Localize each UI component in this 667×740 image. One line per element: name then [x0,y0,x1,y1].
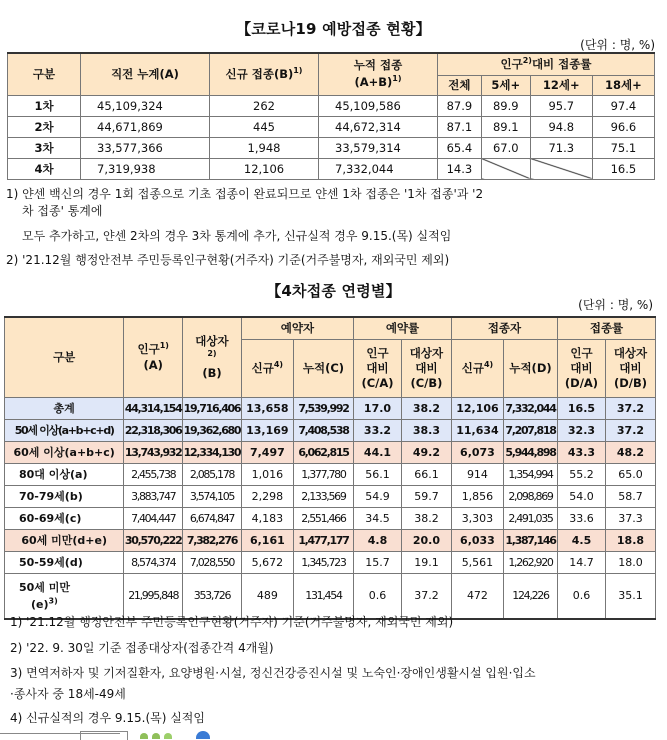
cell-18plus: 16.5 [592,158,654,179]
cell-rnew: 489 [241,573,293,619]
cell-pop: 13,743,932 [124,441,183,463]
row-label: 70-79세(b) [5,485,124,507]
col-ratio: 인구$^{2)}$대비 접종률 [438,53,655,75]
section1-note-2: 2) '21.12월 행정안전부 주민등록인구현황(거주자) 기준(거주불명자, 재외국민 제외) [6,253,450,267]
cell-vnew: 11,634 [451,419,503,441]
table-row [5,397,656,419]
row-label: 1차 [8,95,81,116]
cell-rcb: 19.1 [401,551,451,573]
cell-cum: 45,109,586 [319,95,438,116]
cell-rnew: 5,672 [241,551,293,573]
cell-rcum: 2,133,569 [293,485,353,507]
age-group-table [4,316,656,620]
cell-all: 14.3 [438,158,482,179]
cell-5plus: 89.9 [481,95,530,116]
cell-12plus: 95.7 [530,95,592,116]
col-vcum: 누적(D) [503,339,557,397]
cell-vda: 16.5 [558,397,606,419]
col-vacc: 접종자 [451,317,557,339]
cell-18plus: 96.6 [592,116,654,137]
cell-prev: 7,319,938 [81,158,210,179]
col-vdb: 대상자 대비 (D/B) [605,339,655,397]
cell-target: 12,334,130 [183,441,242,463]
table-row [8,95,655,116]
cell-rcum: 7,539,992 [293,397,353,419]
section1-note-1c: 모두 추가하고, 얀센 2차의 경우 3차 통계에 추가, 신규실적 경우 9.15.(목) 실적임 [22,229,452,243]
row-label: 50세 이상(a+b+c+d) [5,419,124,441]
col-target: 대상자 $^{2)}$ (B) [183,317,242,397]
cell-target: 6,674,847 [183,507,242,529]
cell-vdb: 48.2 [605,441,655,463]
cell-vda: 0.6 [558,573,606,619]
cell-target: 19,716,406 [183,397,242,419]
cell-5plus-empty [481,158,530,179]
cell-5plus: 67.0 [481,137,530,158]
cell-rnew: 13,658 [241,397,293,419]
bottom-edge-decoration [0,729,667,739]
cell-vcum: 1,354,994 [503,463,557,485]
col-vnew: 신규$^{4)}$ [451,339,503,397]
cell-vcum: 1,262,920 [503,551,557,573]
cell-pop: 44,314,154 [124,397,183,419]
cell-pop: 2,455,738 [124,463,183,485]
cell-rcum: 1,377,780 [293,463,353,485]
cell-vdb: 37.2 [605,419,655,441]
col-cum: 누적 접종 $(A+B)^{1)}$ [319,53,438,95]
cell-12plus: 71.3 [530,137,592,158]
cell-18plus: 75.1 [592,137,654,158]
col-reserve-rate: 예약률 [354,317,452,339]
cell-vnew: 12,106 [451,397,503,419]
row-label: 80대 이상(a) [5,463,124,485]
cell-vnew: 914 [451,463,503,485]
cell-rcum: 1,345,723 [293,551,353,573]
row-label: 60세 이상(a+b+c) [5,441,124,463]
col-18plus: 18세+ [592,75,654,95]
cell-rca: 15.7 [354,551,402,573]
cell-vcum: 7,207,818 [503,419,557,441]
cell-new: 262 [210,95,319,116]
cell-rcb: 38.2 [401,507,451,529]
cell-rca: 33.2 [354,419,402,441]
cell-vcum: 1,387,146 [503,529,557,551]
cell-all: 87.9 [438,95,482,116]
table-row [8,137,655,158]
cell-pop: 21,995,848 [124,573,183,619]
cell-rcb: 38.3 [401,419,451,441]
cell-vdb: 58.7 [605,485,655,507]
table-row [8,116,655,137]
cell-target: 2,085,178 [183,463,242,485]
table-row [5,463,656,485]
section1-note-1: 1) 얀센 백신의 경우 1회 접종으로 기초 접종이 완료되므로 얀센 1차 접종은 '1차 접종'과 '2 [6,187,484,201]
cell-vda: 54.0 [558,485,606,507]
cell-vcum: 5,944,898 [503,441,557,463]
cell-rca: 56.1 [354,463,402,485]
cell-vda: 55.2 [558,463,606,485]
col-vacc-rate: 접종률 [558,317,656,339]
cell-rcb: 66.1 [401,463,451,485]
cell-vnew: 3,303 [451,507,503,529]
cell-pop: 7,404,447 [124,507,183,529]
row-label: 총계 [5,397,124,419]
cell-vdb: 35.1 [605,573,655,619]
row-label: 50-59세(d) [5,551,124,573]
cell-12plus-empty [530,158,592,179]
cell-rnew: 1,016 [241,463,293,485]
table-row [5,441,656,463]
cell-target: 353,726 [183,573,242,619]
cell-vdb: 37.3 [605,507,655,529]
cell-target: 7,382,276 [183,529,242,551]
col-prev: 직전 누계(A) [81,53,210,95]
col-rcum: 누적(C) [293,339,353,397]
col-category: 구분 [8,53,81,95]
col-rca: 인구 대비 (C/A) [354,339,402,397]
cell-rca: 54.9 [354,485,402,507]
cell-rca: 34.5 [354,507,402,529]
table-row [5,485,656,507]
cell-vda: 43.3 [558,441,606,463]
cell-vdb: 18.8 [605,529,655,551]
cell-rcb: 38.2 [401,397,451,419]
cell-pop: 8,574,374 [124,551,183,573]
cell-vnew: 1,856 [451,485,503,507]
cell-rcum: 2,551,466 [293,507,353,529]
cell-vda: 32.3 [558,419,606,441]
cell-prev: 44,671,869 [81,116,210,137]
col-5plus: 5세+ [481,75,530,95]
col-pop: 인구$^{1)}$ (A) [124,317,183,397]
cell-rca: 0.6 [354,573,402,619]
cell-vcum: 2,491,035 [503,507,557,529]
cell-rca: 17.0 [354,397,402,419]
cell-prev: 45,109,324 [81,95,210,116]
cell-rca: 44.1 [354,441,402,463]
section2-note-2: 2) '22. 9. 30일 기준 접종대상자(접종간격 4개월) [10,641,274,655]
cell-all: 87.1 [438,116,482,137]
row-label: 3차 [8,137,81,158]
cell-pop: 3,883,747 [124,485,183,507]
table-row [5,529,656,551]
cell-rnew: 13,169 [241,419,293,441]
cell-rcb: 20.0 [401,529,451,551]
table-row [5,419,656,441]
section2-unit: (단위 : 명, %) [578,298,653,312]
cell-vnew: 6,033 [451,529,503,551]
section2-note-4: 4) 신규실적의 경우 9.15.(목) 실적임 [10,711,205,725]
col-category: 구분 [5,317,124,397]
cell-18plus: 97.4 [592,95,654,116]
cell-rnew: 4,183 [241,507,293,529]
cell-vdb: 37.2 [605,397,655,419]
cell-new: 1,948 [210,137,319,158]
cell-rcum: 131,454 [293,573,353,619]
cell-rnew: 7,497 [241,441,293,463]
row-label: 2차 [8,116,81,137]
cell-cum: 33,579,314 [319,137,438,158]
cell-target: 7,028,550 [183,551,242,573]
cell-pop: 22,318,306 [124,419,183,441]
cell-rcum: 7,408,538 [293,419,353,441]
cell-vda: 4.5 [558,529,606,551]
cell-vnew: 5,561 [451,551,503,573]
table-row [5,573,656,619]
cell-vcum: 2,098,869 [503,485,557,507]
table-row [8,158,655,179]
cell-pop: 30,570,222 [124,529,183,551]
section2-note-1: 1) '21.12월 행정안전부 주민등록인구현황(거주자) 기준(거주불명자, 재외국민 제외) [10,615,454,629]
cell-vnew: 6,073 [451,441,503,463]
vaccination-status-table [7,52,655,180]
section1-unit: (단위 : 명, %) [580,38,655,52]
col-reserve: 예약자 [241,317,353,339]
section2-note-3: 3) 면역저하자 및 기저질환자, 요양병원·시설, 정신건강증진시설 및 노숙인·장애인생활시설 입원·입소 [10,666,536,680]
cell-vnew: 472 [451,573,503,619]
cell-rnew: 2,298 [241,485,293,507]
col-rnew: 신규$^{4)}$ [241,339,293,397]
cell-vda: 33.6 [558,507,606,529]
col-new: 신규 접종$(B)^{1)}$ [210,53,319,95]
section1-note-1b: 차 접종' 통계에 [22,204,103,218]
cell-vdb: 65.0 [605,463,655,485]
cell-vcum: 7,332,044 [503,397,557,419]
cell-new: 445 [210,116,319,137]
cell-vda: 14.7 [558,551,606,573]
col-all: 전체 [438,75,482,95]
cell-rcb: 49.2 [401,441,451,463]
cell-vcum: 124,226 [503,573,557,619]
cell-prev: 33,577,366 [81,137,210,158]
row-label: 60-69세(c) [5,507,124,529]
cell-all: 65.4 [438,137,482,158]
cell-rca: 4.8 [354,529,402,551]
cell-cum: 44,672,314 [319,116,438,137]
section1-title: 【코로나19 예방접종 현황】 [236,20,431,38]
cell-vdb: 18.0 [605,551,655,573]
section2-title: 【4차접종 연령별】 [266,282,401,300]
cell-rnew: 6,161 [241,529,293,551]
col-vda: 인구 대비 (D/A) [558,339,606,397]
cell-rcb: 59.7 [401,485,451,507]
cell-12plus: 94.8 [530,116,592,137]
row-label: 50세 미만 $(e)^{3)}$ [5,573,124,619]
row-label: 4차 [8,158,81,179]
cell-rcb: 37.2 [401,573,451,619]
cell-rcum: 6,062,815 [293,441,353,463]
cell-rcum: 1,477,177 [293,529,353,551]
row-label: 60세 미만(d+e) [5,529,124,551]
col-rcb: 대상자 대비 (C/B) [401,339,451,397]
col-12plus: 12세+ [530,75,592,95]
cell-new: 12,106 [210,158,319,179]
table-row [5,551,656,573]
cell-target: 19,362,680 [183,419,242,441]
cell-5plus: 89.1 [481,116,530,137]
cell-cum: 7,332,044 [319,158,438,179]
cell-target: 3,574,105 [183,485,242,507]
table-row [5,507,656,529]
section2-note-3b: ·종사자 중 18세-49세 [10,687,126,701]
